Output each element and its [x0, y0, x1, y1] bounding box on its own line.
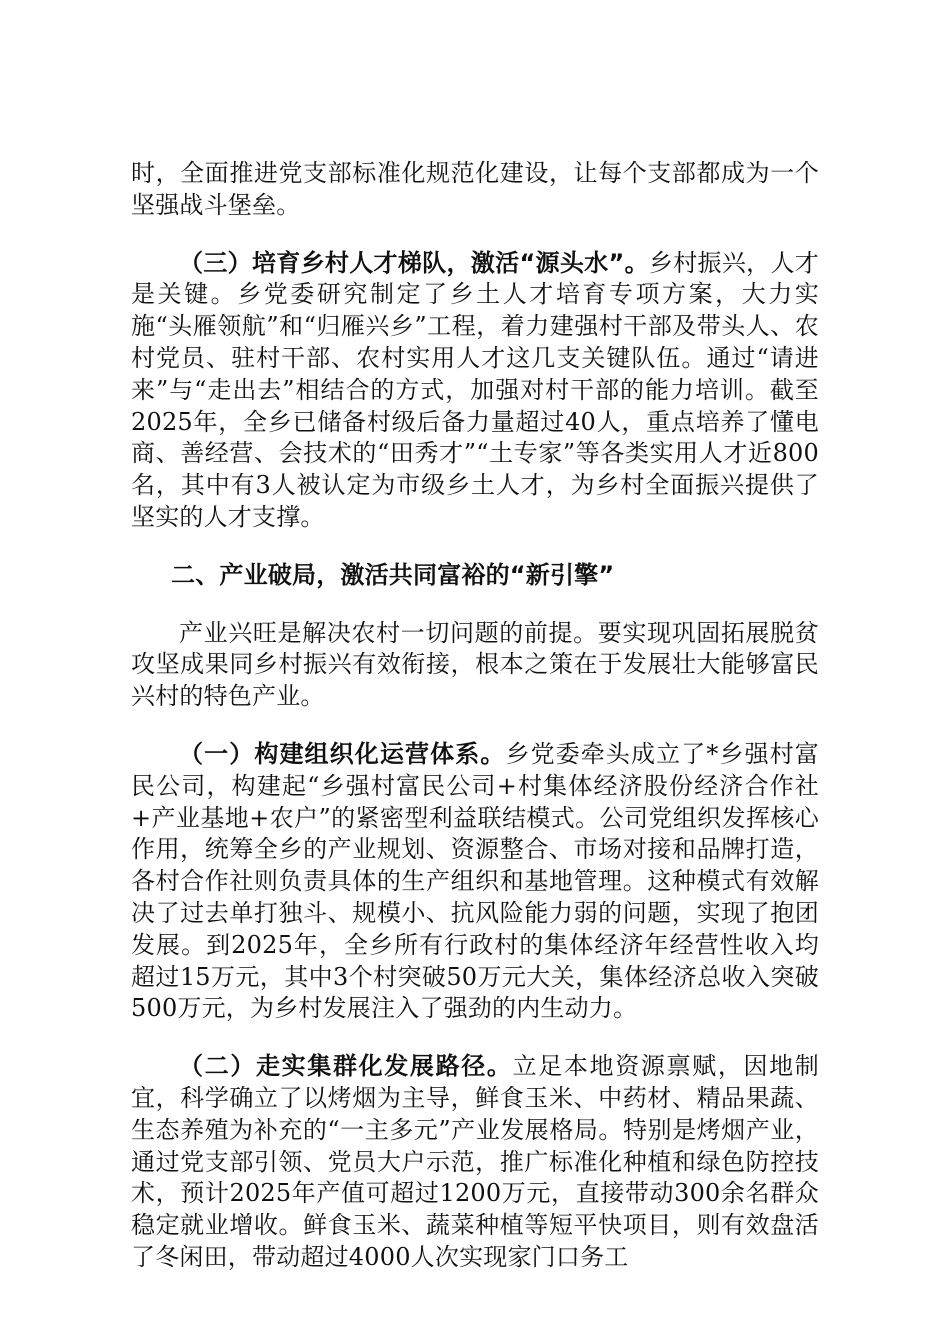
section-2-1-lead: （一）构建组织化运营体系。 [179, 739, 506, 768]
paragraph-continuation: 时，全面推进党支部标准化规范化建设，让每个支部都成为一个坚强战斗堡垒。 [131, 159, 819, 219]
paragraph-section-3 [131, 248, 819, 534]
paragraph-gap [131, 713, 819, 739]
section-2-2-body: 立足本地资源禀赋，因地制宜，科学确立了以烤烟为主导，鲜食玉米、中药材、精品果蔬、生态养殖为补充的“一主多元”产业发展格局。特别是烤烟产业，通过党支部引领、党员大户示范，推广标准化种植和绿色防控技术，预计2025年产值可超过1200万元，直接带动300余名群众稳定就业增收。鲜食玉米、蔬菜种植等短平快项目，则有效盘活了冬闲田，带动超过4000人次实现家门口务工 [131, 1052, 819, 1271]
section-3-lead: （三）培育乡村人才梯队，激活“源头水”。 [179, 248, 649, 277]
paragraph-gap [131, 222, 819, 248]
paragraph-gap [131, 534, 819, 560]
section-2-2-lead: （二）走实集群化发展路径。 [179, 1052, 513, 1081]
paragraph-intro-2: 产业兴旺是解决农村一切问题的前提。要实现巩固拓展脱贫攻坚成果同乡村振兴有效衔接，根本之策在于发展壮大能够富民兴村的特色产业。 [131, 618, 819, 711]
paragraph-gap [131, 1025, 819, 1051]
paragraph-section-2-1 [131, 739, 819, 1025]
paragraph-gap [131, 592, 819, 618]
section-2-1-body: 乡党委牵头成立了*乡强村富民公司，构建起“乡强村富民公司+村集体经济股份经济合作社+产业基地+农户”的紧密型利益联结模式。公司党组织发挥核心作用，统筹全乡的产业规划、资源整合、市场对接和品牌打造，各村合作社则负责具体的生产组织和基地管理。这种模式有效解决了过去单打独斗、规模小、抗风险能力弱的问题，实现了抱团发展。到2025年，全乡所有行政村的集体经济年经营性收入均超过15万元，其中3个村突破50万元大关，集体经济总收入突破500万元，为乡村发展注入了强劲的内生动力。 [131, 739, 819, 1023]
section-3-body: 乡村振兴，人才是关键。乡党委研究制定了乡土人才培育专项方案，大力实施“头雁领航”和“归雁兴乡”工程，着力建强村干部及带头人、农村党员、驻村干部、农村实用人才这几支关键队伍。通过“请进来”与“走出去”相结合的方式，加强对村干部的能力培训。截至2025年，全乡已储备村级后备力量超过40人，重点培养了懂电商、善经营、会技术的“田秀才”“土专家”等各类实用人才近800名，其中有3人被认定为市级乡土人才，为乡村全面振兴提供了坚实的人才支撑。 [131, 248, 819, 531]
paragraph-section-2-2 [131, 1051, 819, 1274]
heading-part-2: 二、产业破局，激活共同富裕的“新引擎” [171, 560, 615, 589]
document-body [131, 158, 819, 1274]
